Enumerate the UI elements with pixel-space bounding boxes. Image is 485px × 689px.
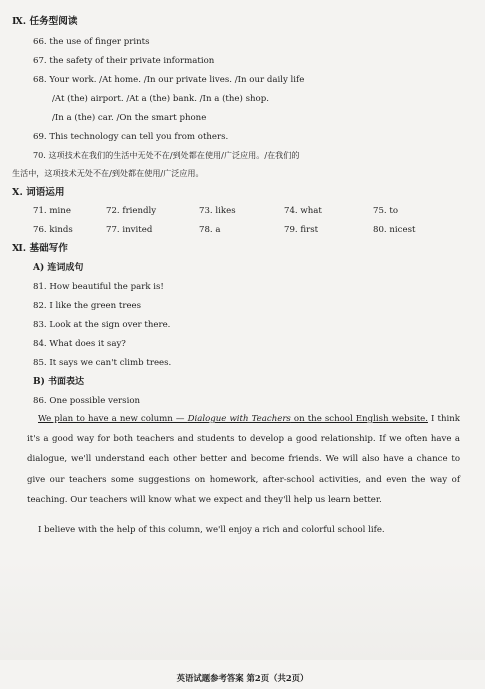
answer-68-line-2: /At (the) airport. /At a (the) bank. /In a (the) shop. [52, 94, 269, 104]
answer-75: 75. to [373, 206, 399, 216]
answer-83: 83. Look at the sign over there. [33, 320, 171, 330]
answer-77: 77. invited [106, 225, 153, 235]
answer-70-line-2: 生活中，这项技术无处不在/到处都在使用/广泛应用。 [12, 168, 204, 178]
answer-70-line-1: 70. 这项技术在我们的生活中无处不在/到处都在使用/广泛应用。/在我们的 [33, 150, 300, 160]
section-9-heading: Ⅸ. 任务型阅读 [12, 16, 78, 27]
essay-paragraph-1: We plan to have a new column — Dialogue with Teachers on the school English website. I think it's a good way for both teachers and students to develop a good relationship. If we often have a dialogue, we'll understand each other better and become friends. We will also have a chance to give our teachers some suggestions on homework, after-school activities, and even the way of teaching. Our teachers will know what we expect and they'll help us learn better. [27, 414, 461, 505]
word-use-row-1 [33, 205, 453, 217]
answer-84: 84. What does it say? [33, 339, 126, 349]
answer-76: 76. kinds [33, 225, 73, 235]
answer-69: 69. This technology can tell you from others. [33, 132, 229, 142]
answer-86: 86. One possible version [33, 396, 141, 406]
answer-85: 85. It says we can't climb trees. [33, 358, 172, 368]
answer-81: 81. How beautiful the park is! [33, 282, 164, 292]
word-use-row-2 [33, 224, 453, 236]
answer-80: 80. nicest [373, 225, 416, 235]
answer-67: 67. the safety of their private information [33, 56, 215, 66]
part-b-heading: B) 书面表达 [33, 377, 84, 387]
answer-68-line-3: /In a (the) car. /On the smart phone [52, 113, 207, 123]
answer-71: 71. mine [33, 206, 71, 216]
scan-shading [0, 560, 485, 660]
answer-78: 78. a [199, 225, 221, 235]
answer-79: 79. first [284, 225, 319, 235]
essay-paragraph-2: I believe with the help of this column, we'll enjoy a rich and colorful school life. [38, 525, 385, 535]
section-11-heading: Ⅺ. 基础写作 [12, 243, 68, 254]
answer-74: 74. what [284, 206, 322, 216]
answer-73: 73. likes [199, 206, 236, 216]
answer-82: 82. I like the green trees [33, 301, 142, 311]
page-footer: 英语试题参考答案 第2页（共2页） [176, 673, 309, 683]
essay-underlined-intro: We plan to have a new column — Dialogue with Teachers on the school English website. [38, 414, 428, 424]
answer-66: 66. the use of finger prints [33, 37, 150, 47]
section-10-heading: Ⅹ. 词语运用 [12, 187, 65, 198]
answer-72: 72. friendly [106, 206, 157, 216]
part-a-heading: A) 连词成句 [33, 263, 84, 273]
answer-68-line-1: 68. Your work. /At home. /In our private lives. /In our daily life [33, 75, 305, 85]
